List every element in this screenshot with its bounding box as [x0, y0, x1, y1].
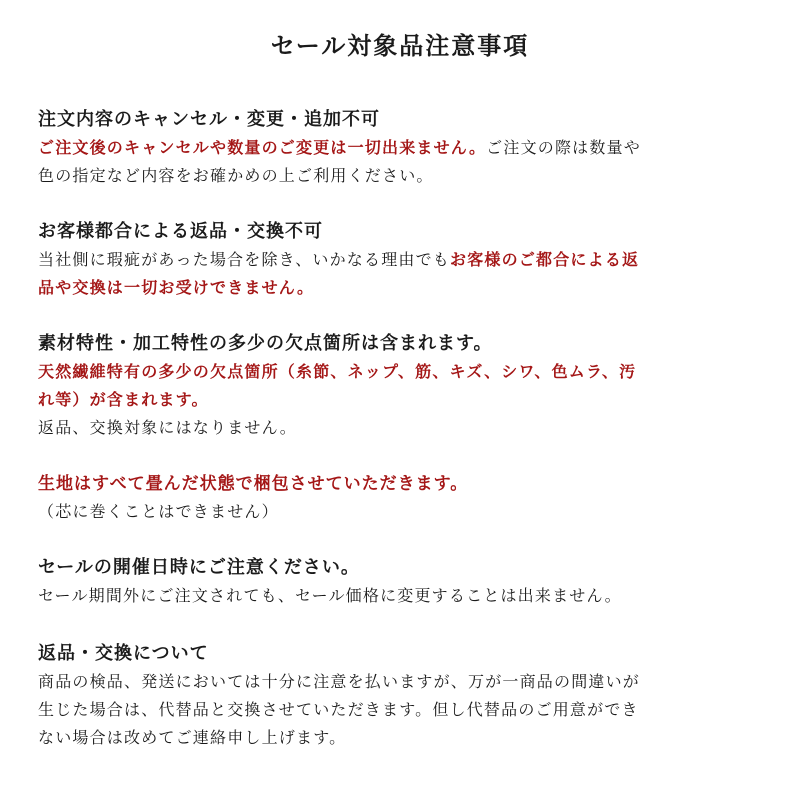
- section-returns-exchanges: [38, 640, 778, 752]
- emphasis-text: れ等）が含まれます。: [38, 390, 209, 409]
- emphasis-text: 品や交換は一切お受けできません。: [38, 278, 315, 297]
- section-no-cancel: [38, 106, 778, 190]
- section-heading: 素材特性・加工特性の多少の欠点箇所は含まれます。: [38, 333, 493, 354]
- section-text: 生じた場合は、代替品と交換させていただきます。但し代替品のご用意ができ: [38, 700, 639, 719]
- section-heading: 返品・交換について: [38, 643, 209, 664]
- section-heading: 生地はすべて畳んだ状態で梱包させていただきます。: [38, 474, 469, 494]
- section-text: ない場合は改めてご連絡申し上げます。: [38, 728, 347, 747]
- body-text: 当社側に瑕疵があった場合を除き、いかなる理由でも: [38, 250, 451, 269]
- section-text: [38, 134, 778, 162]
- section-heading: セールの開催日時にご注意ください。: [38, 557, 360, 578]
- emphasis-text: お客様のご都合による返: [450, 250, 640, 269]
- section-text: [38, 386, 778, 414]
- section-packing: [38, 470, 778, 526]
- section-heading: 注文内容のキャンセル・変更・追加不可: [38, 109, 380, 130]
- section-text: 色の指定など内容をお確かめの上ご利用ください。: [38, 166, 434, 185]
- body-text: ご注文の際は数量や: [486, 138, 641, 157]
- section-material-defects: [38, 330, 778, 442]
- page-title: セール対象品注意事項: [270, 32, 530, 60]
- section-text: 商品の検品、発送においては十分に注意を払いますが、万が一商品の間違いが: [38, 672, 641, 691]
- section-sale-period: [38, 554, 778, 610]
- section-text: [38, 358, 778, 386]
- section-text: 返品、交換対象にはなりません。: [38, 418, 297, 437]
- section-text: セール期間外にご注文されても、セール価格に変更することは出来ません。: [38, 586, 622, 605]
- emphasis-text: 天然繊維特有の多少の欠点箇所（糸節、ネップ、筋、キズ、シワ、色ムラ、汚: [38, 362, 637, 381]
- section-heading: お客様都合による返品・交換不可: [38, 221, 323, 242]
- section-text: [38, 274, 778, 302]
- section-text: （芯に巻くことはできません）: [38, 502, 279, 521]
- section-no-return: [38, 218, 778, 302]
- section-text: [38, 246, 778, 274]
- emphasis-text: ご注文後のキャンセルや数量のご変更は一切出来ません。: [38, 138, 487, 157]
